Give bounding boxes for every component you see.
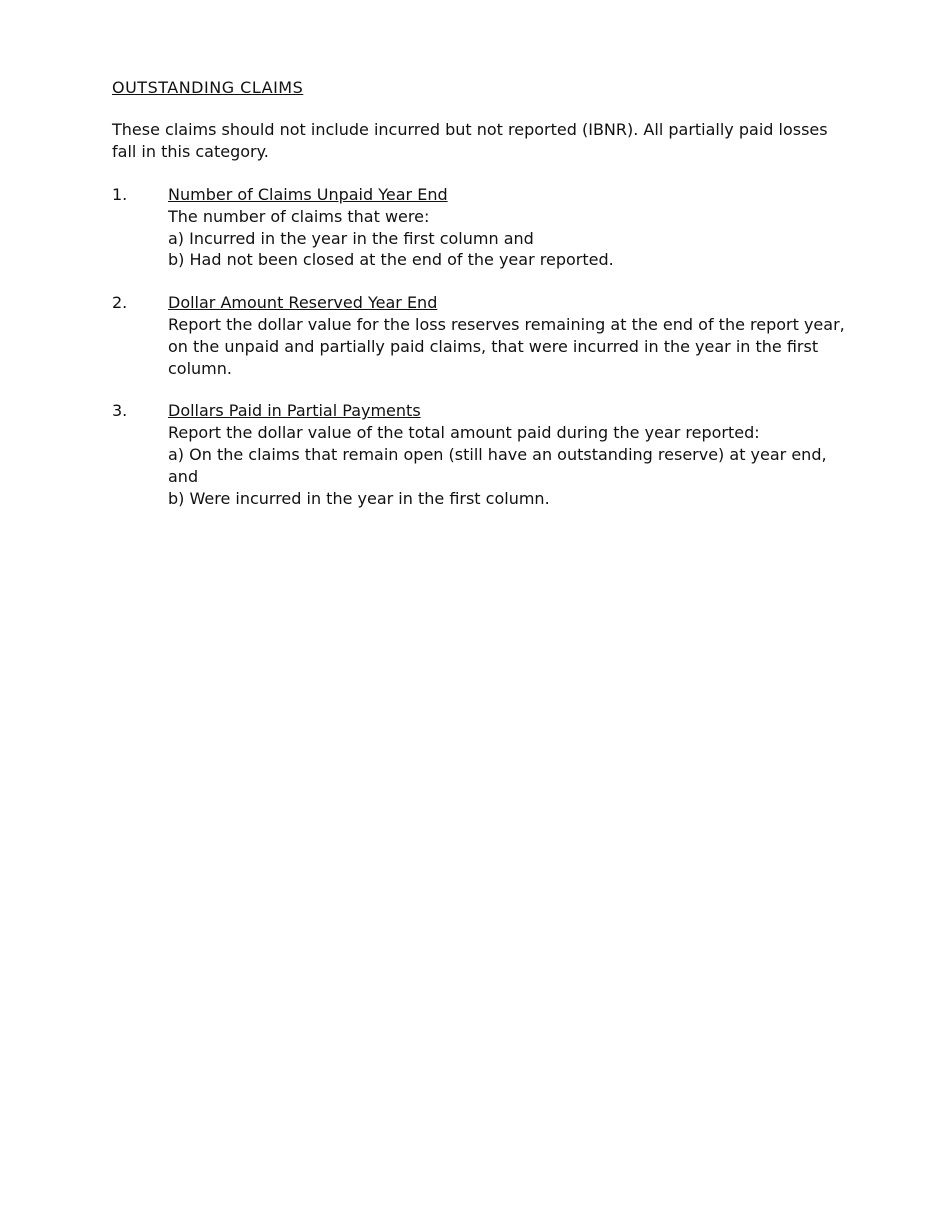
- document-page: [112, 76, 852, 530]
- item-number: 3.: [112, 401, 128, 421]
- section-heading: OUTSTANDING CLAIMS: [112, 78, 304, 97]
- item-title: Dollar Amount Reserved Year End: [168, 293, 438, 313]
- item-number: 2.: [112, 293, 128, 313]
- item-title: Dollars Paid in Partial Payments: [168, 401, 421, 421]
- item-line: a) On the claims that remain open (still have an outstanding reserve) at year end, and: [168, 444, 827, 486]
- list-item-1: [112, 184, 852, 271]
- list-item-3: [112, 400, 852, 509]
- item-line: b) Were incurred in the year in the first column.: [168, 488, 550, 508]
- item-line: Report the dollar value for the loss reserves remaining at the end of the report year, on the unpaid and partially paid claims, that were incurred in the year in the first column.: [168, 314, 845, 378]
- item-line: b) Had not been closed at the end of the year reported.: [168, 250, 614, 270]
- item-line: a) Incurred in the year in the first column and: [168, 228, 534, 248]
- item-number: 1.: [112, 185, 128, 204]
- intro-paragraph: These claims should not include incurred but not reported (IBNR). All partially paid losses fall in this category.: [112, 120, 828, 161]
- item-line: Report the dollar value of the total amount paid during the year reported:: [168, 423, 760, 443]
- list-item-2: [112, 292, 852, 379]
- item-title: Number of Claims Unpaid Year End: [168, 185, 448, 204]
- item-line: The number of claims that were:: [168, 206, 430, 226]
